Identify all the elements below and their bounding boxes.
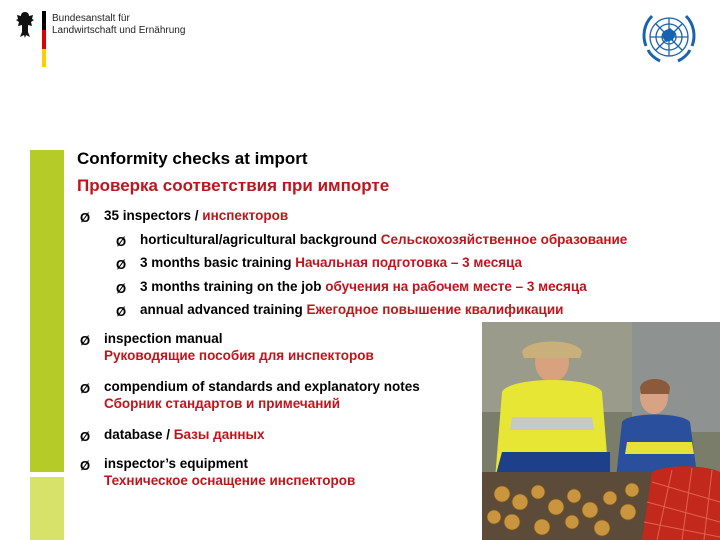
sub-bullet-basic-training <box>140 255 522 270</box>
bullet-arrow-icon: Ø <box>116 257 127 272</box>
inspectors-photo <box>482 322 720 540</box>
sub-bullet-background-en: horticultural/agricultural background <box>140 232 381 247</box>
bullet-database-en: database / <box>104 427 174 442</box>
bullet-arrow-icon: Ø <box>80 210 91 225</box>
bullet-inspectors <box>104 208 288 223</box>
flag-red-stripe <box>42 30 46 49</box>
org-name-line2: Landwirtschaft und Ernährung <box>52 25 186 36</box>
organization-name <box>52 13 185 37</box>
bullet-arrow-icon: Ø <box>116 234 127 249</box>
bullet-database-ru: Базы данных <box>173 427 265 442</box>
bullet-database <box>104 427 265 442</box>
un-emblem-icon <box>636 6 702 72</box>
bullet-equipment-ru: Техническое оснащение инспекторов <box>104 473 356 488</box>
sub-bullet-advanced-training-en: annual advanced training <box>140 302 307 317</box>
sub-bullet-advanced-training <box>140 302 563 317</box>
slide-title-english: Conformity checks at import <box>77 149 308 168</box>
sub-bullet-basic-training-ru: Начальная подготовка – 3 месяца <box>295 255 523 270</box>
bullet-arrow-icon: Ø <box>116 304 127 319</box>
sub-bullet-job-training-en: 3 months training on the job <box>140 279 326 294</box>
sub-bullet-advanced-training-ru: Ежегодное повышение квалификации <box>306 302 564 317</box>
bullet-arrow-icon: Ø <box>80 429 91 444</box>
sub-bullet-job-training-ru: обучения на рабочем месте – 3 месяца <box>325 279 587 294</box>
bullet-compendium-ru: Сборник стандартов и примечаний <box>104 396 341 411</box>
sub-bullet-background <box>140 232 627 247</box>
bullet-manual-ru: Руководящие пособия для инспекторов <box>104 348 374 363</box>
bullet-inspectors-en: 35 inspectors / <box>104 208 203 223</box>
bullet-compendium-en: compendium of standards and explanatory notes <box>104 379 420 394</box>
sub-bullet-job-training <box>140 279 587 294</box>
accent-bar <box>30 150 64 472</box>
federal-eagle-icon <box>14 10 36 40</box>
bullet-manual-en: inspection manual <box>104 331 223 346</box>
german-flag-stripe <box>42 11 46 67</box>
sub-bullet-background-ru: Сельскохозяйственное образование <box>380 232 628 247</box>
flag-gold-stripe <box>42 49 46 67</box>
bullet-arrow-icon: Ø <box>116 281 127 296</box>
flag-black-stripe <box>42 11 46 30</box>
bullet-arrow-icon: Ø <box>80 381 91 396</box>
org-name-line1: Bundesanstalt für <box>52 13 130 24</box>
bullet-arrow-icon: Ø <box>80 333 91 348</box>
bullet-equipment-en: inspector’s equipment <box>104 456 249 471</box>
slide-title-russian: Проверка соответствия при импорте <box>77 176 390 195</box>
sub-bullet-basic-training-en: 3 months basic training <box>140 255 296 270</box>
bullet-arrow-icon: Ø <box>80 458 91 473</box>
accent-bar-light <box>30 477 64 540</box>
bullet-inspectors-ru: инспекторов <box>202 208 289 223</box>
